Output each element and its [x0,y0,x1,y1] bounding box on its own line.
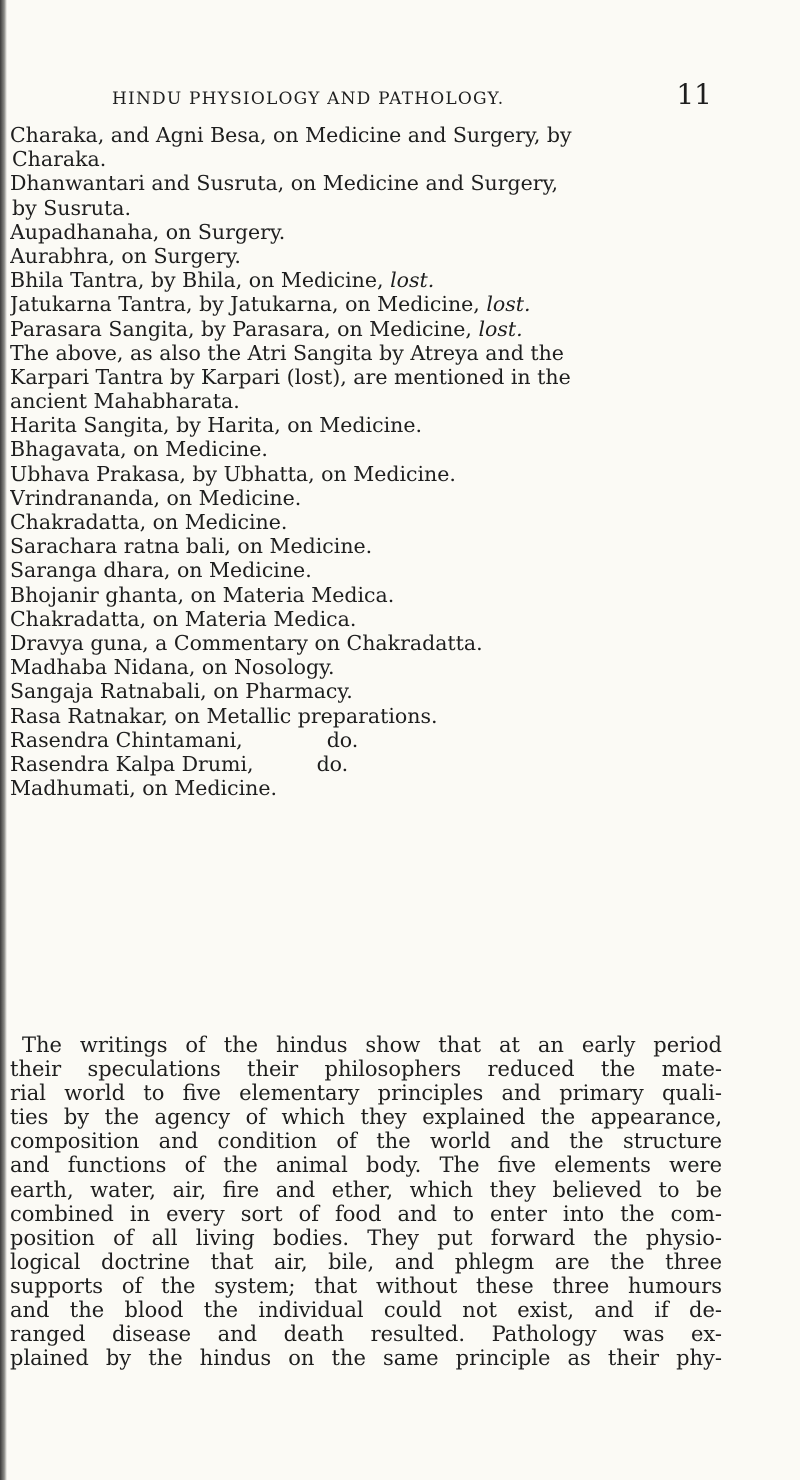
paragraph-line: supports of the system; that without these three humours [10,1273,722,1298]
paragraph-line: logical doctrine that air, bile, and phlegm are the three [10,1249,722,1274]
list-item: Chakradatta, on Materia Medica. [10,606,357,631]
list-item: Bhojanir ghanta, on Materia Medica. [10,582,395,607]
list-item: Sangaja Ratnabali, on Pharmacy. [10,679,353,704]
entry-text: Jatukarna Tantra, by Jatukarna, on Medicine, [10,292,480,317]
paragraph-line: plained by the hindus on the same principle as their phy- [10,1346,722,1371]
list-item [10,268,722,292]
page-number: 11 [676,78,712,111]
list-item [10,292,722,316]
list-item: Charaka. [12,147,107,172]
list-item: Saranga dhara, on Medicine. [10,558,312,583]
paragraph-line: position of all living bodies. They put forward the physio- [10,1225,722,1250]
list-item: Sarachara ratna bali, on Medicine. [10,534,373,559]
paragraph-line: The writings of the hindus show that at an early period [22,1033,722,1057]
paragraph-line: combined in every sort of food and to enter into the com- [10,1201,722,1226]
list-item [10,317,722,341]
paragraph-line: rial world to five elementary principles and primary quali- [10,1081,722,1106]
list-item: Chakradatta, on Medicine. [10,510,288,534]
list-item: Harita Sangita, by Harita, on Medicine. [10,413,422,438]
list-item: Karpari Tantra by Karpari (lost), are mentioned in the [10,364,571,389]
entry-text: Parasara Sangita, by Parasara, on Medicine, [10,316,472,341]
binding-edge [0,0,7,1480]
list-item: Vrindrananda, on Medicine. [10,485,302,510]
ditto-mark: do. [316,751,349,776]
list-item: Madhumati, on Medicine. [10,776,277,801]
list-item: Dhanwantari and Susruta, on Medicine and Surgery, [10,171,558,196]
paragraph-line: and the blood the individual could not exist, and if de- [10,1298,722,1323]
running-title: HINDU PHYSIOLOGY AND PATHOLOGY. [112,89,505,109]
lost-note: lost. [390,268,435,293]
list-item: by Susruta. [12,195,131,220]
paragraph-line: their speculations their philosophers reduced the mate- [10,1057,722,1082]
list-item: ancient Mahabharata. [10,389,240,414]
paragraph-line: ties by the agency of which they explained the appearance, [10,1105,722,1130]
ditto-mark: do. [326,727,359,752]
paragraph-line: earth, water, air, fire and ether, which they believed to be [10,1177,722,1202]
list-item: Rasa Ratnakar, on Metallic preparations. [10,703,438,728]
running-head [112,78,712,111]
list-item [10,752,722,776]
works-list [10,123,722,800]
body-paragraph [10,1033,722,1370]
entry-text: Bhila Tantra, by Bhila, on Medicine, [10,268,384,293]
list-item: Aupadhanaha, on Surgery. [10,219,286,244]
paragraph-line: composition and condition of the world and the structure [10,1129,722,1154]
entry-text: Rasendra Kalpa Drumi, [10,751,254,776]
list-item [10,728,722,752]
paragraph-line: ranged disease and death resulted. Pathology was ex- [10,1322,722,1347]
lost-note: lost. [478,316,523,341]
list-item: Charaka, and Agni Besa, on Medicine and Surgery, by [10,123,572,147]
list-item: Dravya guna, a Commentary on Chakradatta. [10,630,483,655]
paragraph-line: and functions of the animal body. The five elements were [10,1153,722,1178]
list-item: Madhaba Nidana, on Nosology. [10,655,335,680]
list-item: Bhagavata, on Medicine. [10,437,268,462]
list-item: The above, as also the Atri Sangita by Atreya and the [10,340,564,365]
list-item: Ubhava Prakasa, by Ubhatta, on Medicine. [10,461,456,486]
lost-note: lost. [486,292,531,317]
list-item: Aurabhra, on Surgery. [10,243,241,268]
entry-text: Rasendra Chintamani, [10,727,243,752]
